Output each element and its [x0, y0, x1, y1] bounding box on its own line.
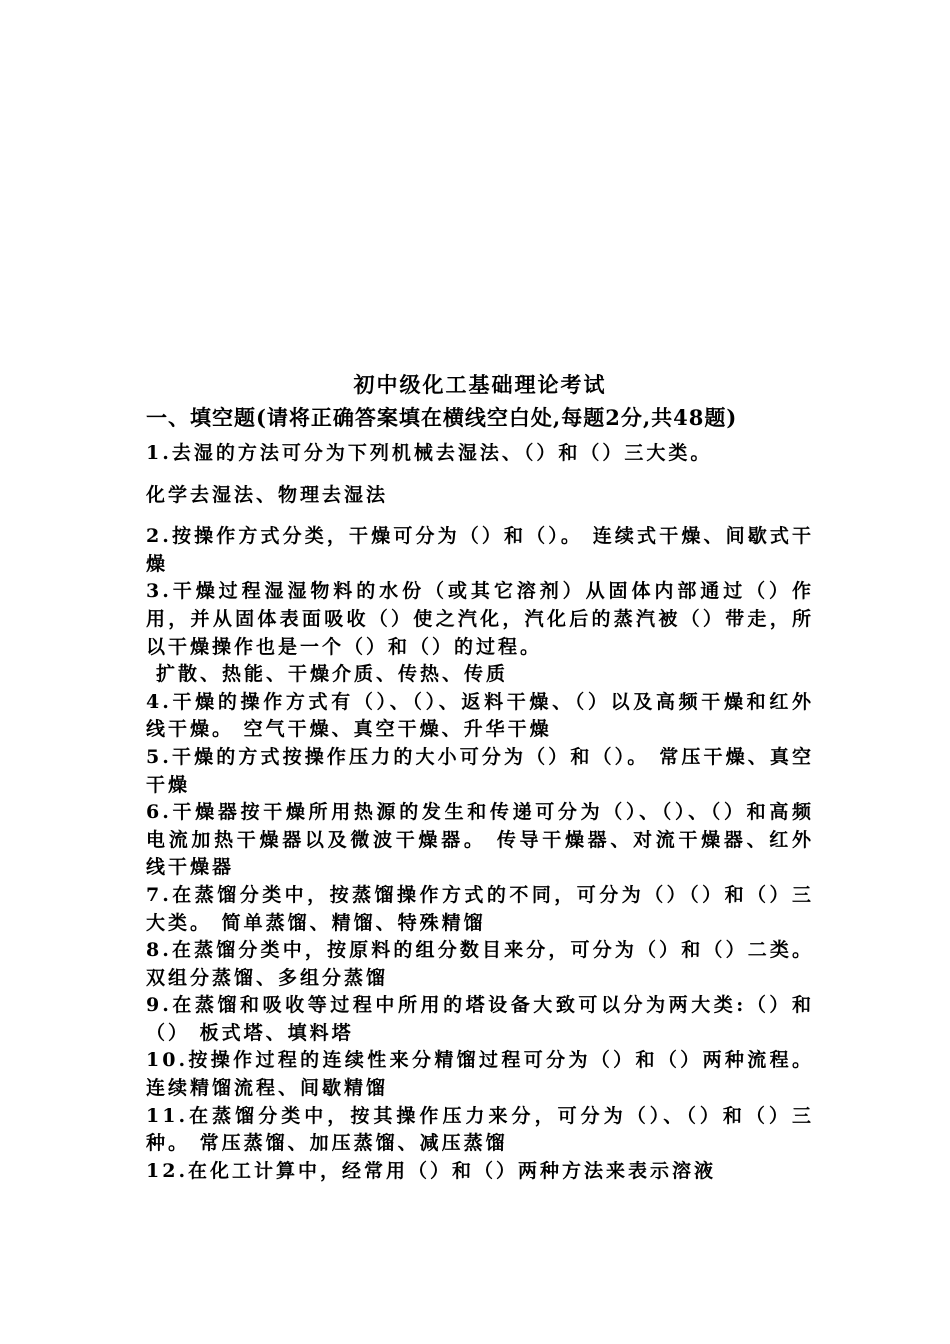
question-10: 10.按操作过程的连续性来分精馏过程可分为（）和（）两种流程。 连续精馏流程、间歇精馏	[146, 1049, 814, 1100]
question-6: 6.干燥器按干燥所用热源的发生和传递可分为（）、（）、（）和高频电流加热干燥器以及微波干燥器。 传导干燥器、对流干燥器、红外线干燥器	[146, 801, 814, 879]
answer-1: 化学去湿法、物理去湿法	[146, 483, 389, 506]
exam-title: 初中级化工基础理论考试	[353, 372, 607, 397]
question-1: 1.去湿的方法可分为下列机械去湿法、（）和（）三大类。	[146, 442, 713, 464]
question-2: 2.按操作方式分类，干燥可分为（）和（）。 连续式干燥、间歇式干燥	[146, 525, 814, 575]
question-4: 4.干燥的操作方式有（）、（）、返料干燥、（）以及高频干燥和红外线干燥。 空气干燥、真空干燥、升华干燥	[146, 690, 814, 741]
question-12: 12.在化工计算中，经常用（）和（）两种方法来表示溶液	[146, 1159, 717, 1182]
question-7: 7.在蒸馏分类中，按蒸馏操作方式的不同，可分为（）（）和（）三大类。 简单蒸馏、精馏、特殊精馏	[146, 883, 814, 934]
question-3: 3.干燥过程湿湿物料的水份（或其它溶剂）从固体内部通过（）作用，并从固体表面吸收（）使之汽化，汽化后的蒸汽被（）带走，所以干燥操作也是一个（）和（）的过程。	[146, 580, 814, 658]
section-heading: 一、填空题(请将正确答案填在横线空白处,每题2分,共48题)	[146, 405, 738, 430]
answer-3: 扩散、热能、干燥介质、传热、传质	[156, 663, 509, 686]
question-8: 8.在蒸馏分类中，按原料的组分数目来分，可分为（）和（）二类。 双组分蒸馏、多组分蒸馏	[146, 939, 814, 989]
question-11: 11.在蒸馏分类中，按其操作压力来分，可分为（）、（）和（）三种。 常压蒸馏、加压蒸馏、减压蒸馏	[146, 1104, 814, 1155]
exam-document	[146, 370, 814, 1185]
question-9: 9.在蒸馏和吸收等过程中所用的塔设备大致可以分为两大类:（）和（） 板式塔、填料塔	[146, 994, 814, 1044]
question-5: 5.干燥的方式按操作压力的大小可分为（）和（）。 常压干燥、真空干燥	[146, 745, 814, 796]
